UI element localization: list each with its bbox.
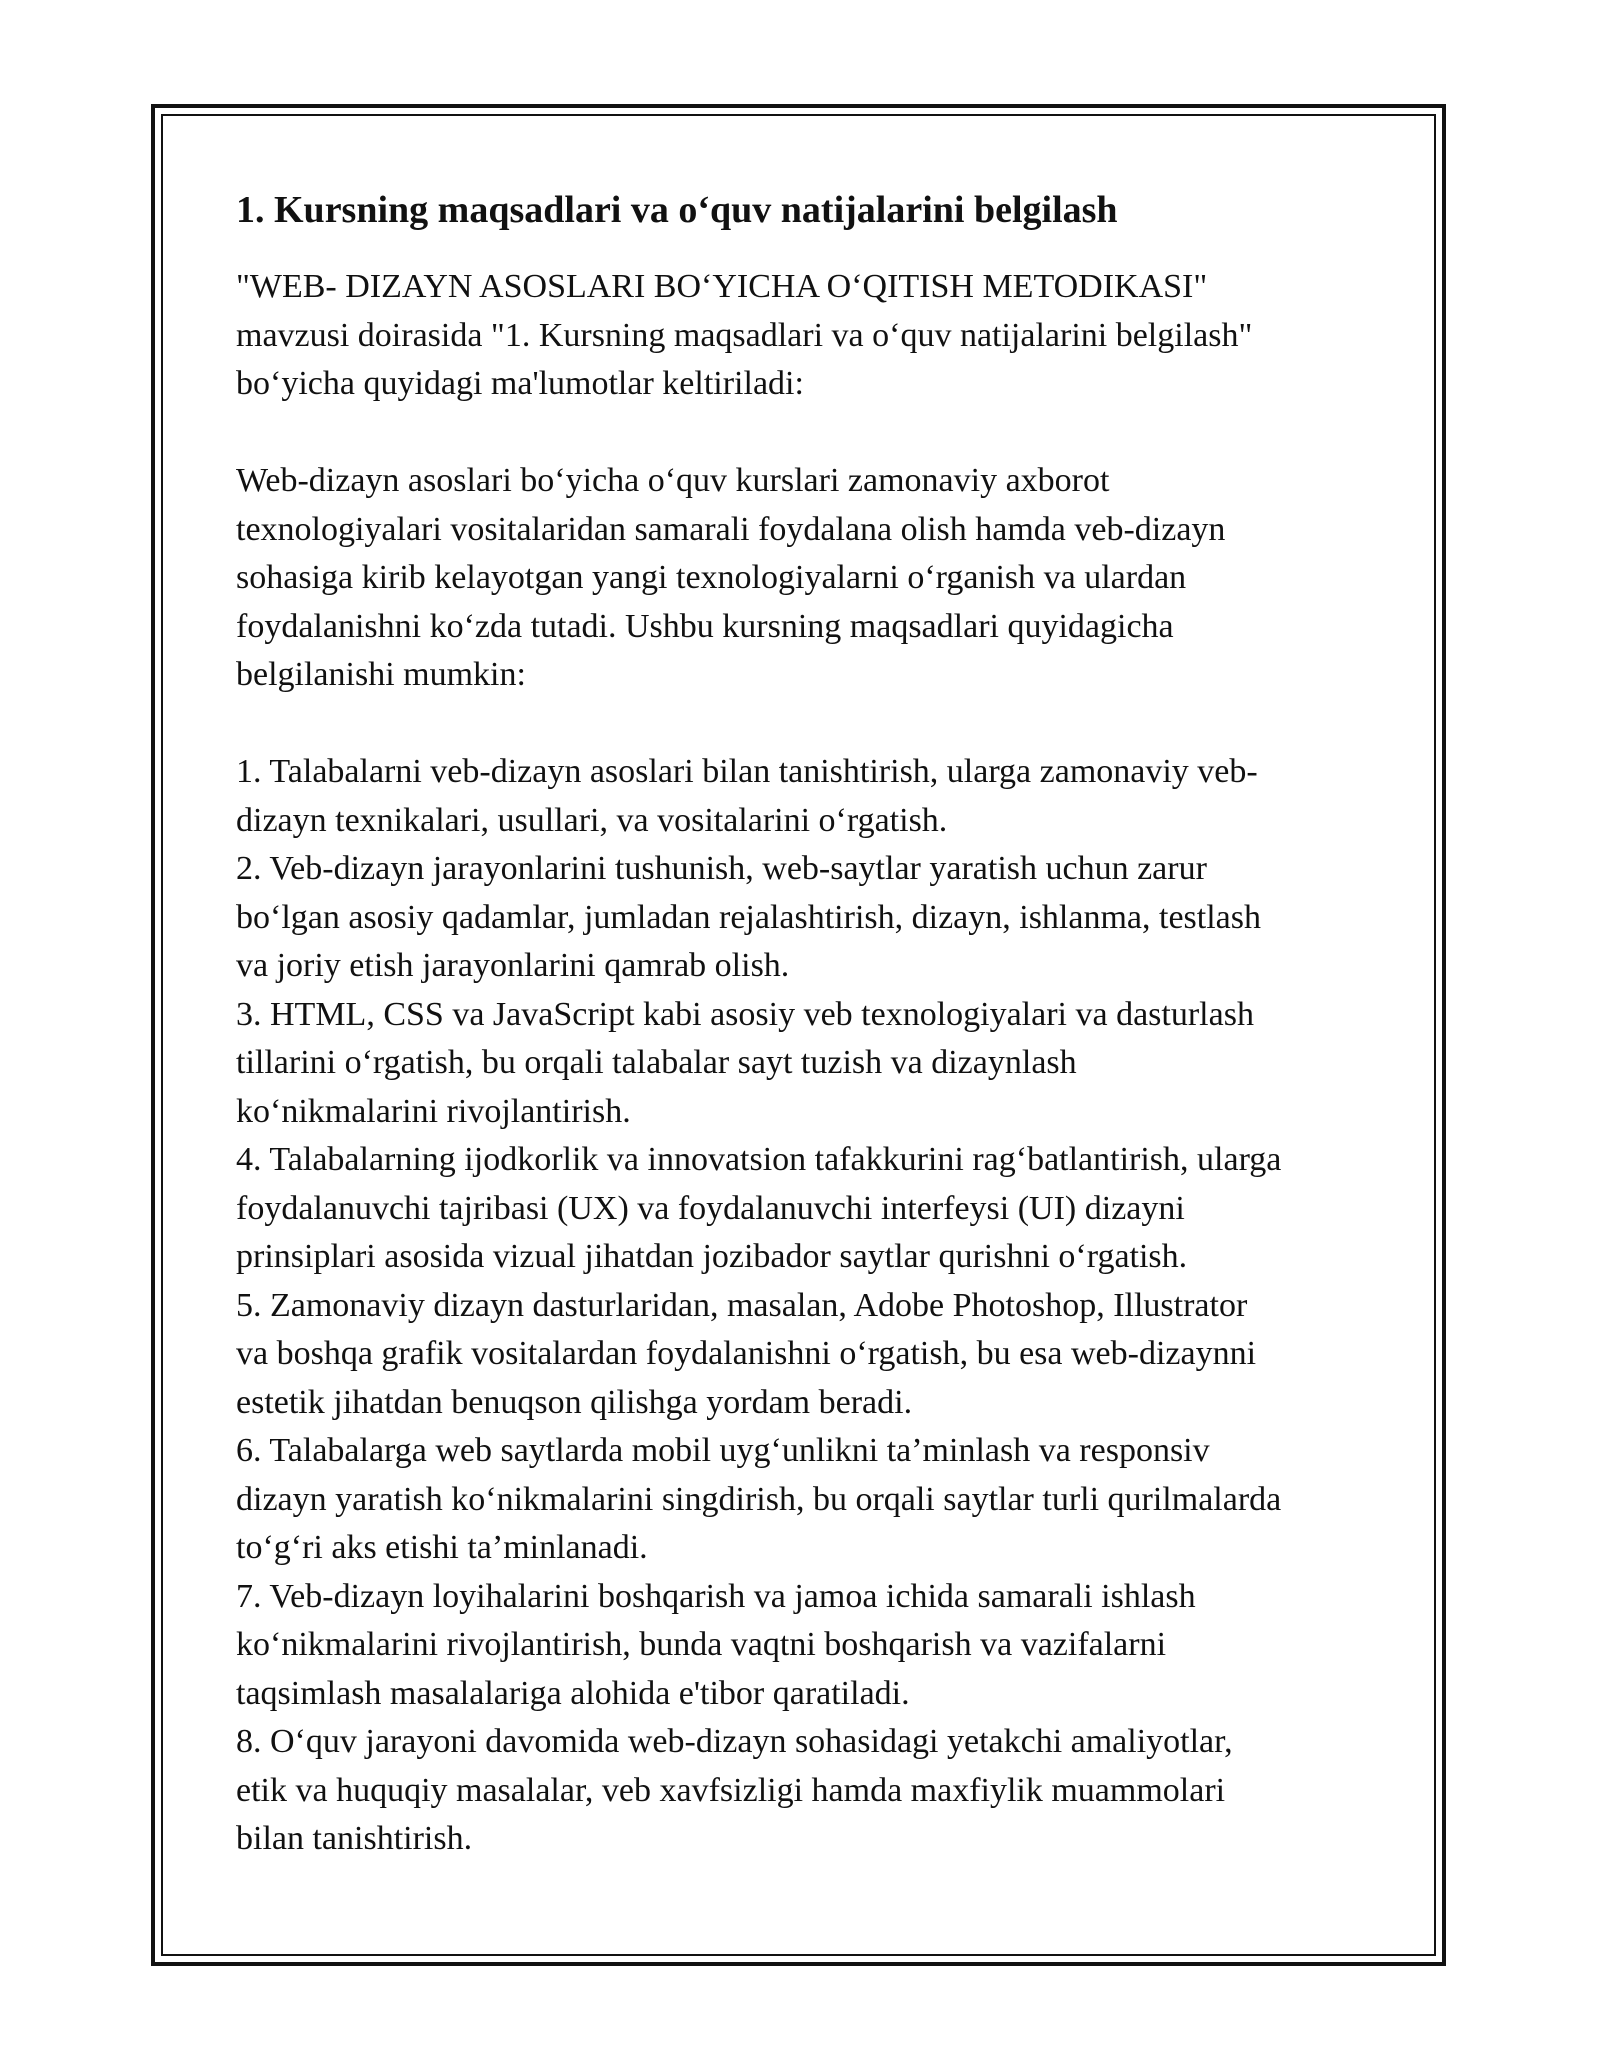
list-item-line: dizayn texnikalari, usullari, va vositalarini o‘rgatish. (236, 801, 948, 839)
goals-list (236, 748, 1386, 1864)
paragraph-gap (236, 409, 1386, 458)
text-line: Web-dizayn asoslari bo‘yicha o‘quv kurslari zamonaviy axborot (236, 462, 1110, 499)
list-item-line: 1. Talabalarni veb-dizayn asoslari bilan tanishtirish, ularga zamonaviy veb- (236, 753, 1258, 790)
overview-paragraph (236, 457, 1386, 700)
list-item-line: bilan tanishtirish. (236, 1820, 473, 1857)
list-item-line: 3. HTML, CSS va JavaScript kabi asosiy veb texnologiyalari va dasturlash (236, 995, 1254, 1033)
text-line: mavzusi doirasida "1. Kursning maqsadlari va o‘quv natijalarini belgilash" (236, 316, 1253, 354)
list-item-line: 4. Talabalarning ijodkorlik va innovatsion tafakkurini rag‘batlantirish, ularga (236, 1141, 1282, 1178)
text-line: texnologiyalari vositalaridan samarali foydalana olish hamda veb-dizayn (236, 510, 1226, 548)
paragraph-gap (236, 700, 1386, 749)
list-item-line: estetik jihatdan benuqson qilishga yordam beradi. (236, 1383, 913, 1421)
text-line: "WEB- DIZAYN ASOSLARI BO‘YICHA O‘QITISH METODIKASI" (236, 268, 1208, 305)
text-line: sohasiga kirib kelayotgan yangi texnologiyalarni o‘rganish va ulardan (236, 559, 1187, 596)
text-line: belgilanishi mumkin: (236, 656, 526, 693)
list-item-line: dizayn yaratish ko‘nikmalarini singdirish, bu orqali saytlar turli qurilmalarda (236, 1480, 1282, 1518)
list-item-line: to‘g‘ri aks etishi ta’minlanadi. (236, 1529, 648, 1566)
list-item-line: etik va huquqiy masalalar, veb xavfsizligi hamda maxfiylik muammolari (236, 1771, 1226, 1809)
list-item-line: va joriy etish jarayonlarini qamrab olish. (236, 947, 790, 984)
list-item-line: ko‘nikmalarini rivojlantirish, bunda vaqtni boshqarish va vazifalarni (236, 1626, 1167, 1663)
text-line: foydalanishni ko‘zda tutadi. Ushbu kursning maqsadlari quyidagicha (236, 607, 1174, 645)
list-item-line: 8. O‘quv jarayoni davomida web-dizayn sohasidagi yetakchi amaliyotlar, (236, 1723, 1233, 1760)
document-body (236, 185, 1386, 1864)
list-item-line: 2. Veb-dizayn jarayonlarini tushunish, web-saytlar yaratish uchun zarur (236, 850, 1207, 887)
list-item-line: 5. Zamonaviy dizayn dasturlaridan, masalan, Adobe Photoshop, Illustrator (236, 1286, 1248, 1324)
list-item-line: tillarini o‘rgatish, bu orqali talabalar sayt tuzish va dizaynlash (236, 1044, 1077, 1081)
text-line: bo‘yicha quyidagi ma'lumotlar keltiriladi: (236, 365, 804, 402)
list-item-line: 7. Veb-dizayn loyihalarini boshqarish va jamoa ichida samarali ishlash (236, 1577, 1196, 1615)
list-item-line: foydalanuvchi tajribasi (UX) va foydalanuvchi interfeysi (UI) dizayni (236, 1189, 1185, 1227)
section-heading: 1. Kursning maqsadlari va o‘quv natijalarini belgilash (236, 189, 1118, 231)
list-item-line: 6. Talabalarga web saytlarda mobil uyg‘unlikni ta’minlash va responsiv (236, 1432, 1210, 1469)
list-item-line: ko‘nikmalarini rivojlantirish. (236, 1092, 631, 1130)
list-item-line: va boshqa grafik vositalardan foydalanishni o‘rgatish, bu esa web-dizaynni (236, 1335, 1257, 1372)
list-item-line: prinsiplari asosida vizual jihatdan jozibador saytlar qurishni o‘rgatish. (236, 1238, 1188, 1275)
list-item-line: bo‘lgan asosiy qadamlar, jumladan rejalashtirish, dizayn, ishlanma, testlash (236, 898, 1261, 936)
intro-paragraph (236, 263, 1386, 409)
list-item-line: taqsimlash masalalariga alohida e'tibor qaratiladi. (236, 1674, 910, 1712)
